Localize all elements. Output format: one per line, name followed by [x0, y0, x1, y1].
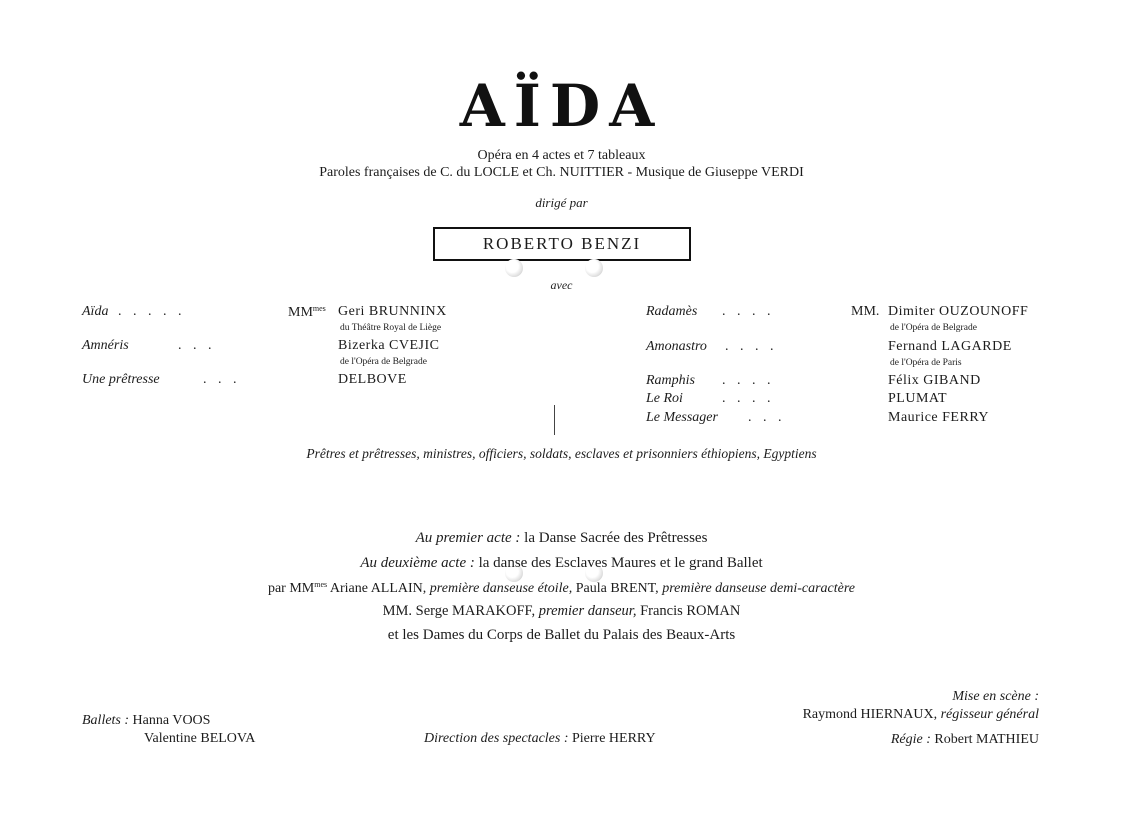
- ballet-soloists-men: MM. Serge MARAKOFF, premier danseur, Francis ROMAN: [382, 603, 741, 619]
- mise-en-scene-label: Mise en scène :: [952, 689, 1039, 704]
- house-aida: du Théâtre Royal de Liège: [340, 323, 442, 333]
- singer-amonastro: Fernand LAGARDE: [888, 339, 1012, 354]
- house-radames: de l'Opéra de Belgrade: [890, 323, 977, 333]
- leader-dots: . . .: [178, 338, 216, 353]
- ballets-credit: Ballets : Hanna VOOS: [82, 713, 211, 728]
- leader-dots: . . .: [748, 410, 786, 425]
- role-messager: Le Messager: [646, 410, 718, 425]
- role-radames: Radamès: [646, 304, 698, 319]
- house-amonastro: de l'Opéra de Paris: [890, 358, 962, 368]
- leader-dots: . . . .: [722, 391, 775, 406]
- chorus-line: Prêtres et prêtresses, ministres, officiers, soldats, esclaves et prisonniers éthiopiens, Egyptiens: [306, 446, 817, 461]
- dancer-name: MM. Serge MARAKOFF,: [382, 603, 536, 619]
- role-aida: Aïda: [82, 304, 109, 319]
- role-amonastro: Amonastro: [646, 339, 707, 354]
- house-amneris: de l'Opéra de Belgrade: [340, 357, 427, 367]
- ballet-act1: [0, 530, 1123, 547]
- leader-dots: . . . .: [725, 339, 778, 354]
- act1-label: Au premier acte :: [415, 530, 521, 546]
- singer-amneris: Bizerka CVEJIC: [338, 338, 440, 353]
- role-ramphis: Ramphis: [646, 373, 695, 388]
- singer-roi: PLUMAT: [888, 391, 948, 406]
- dancer-name: Ariane ALLAIN,: [329, 581, 427, 596]
- singer-radames: Dimiter OUZOUNOFF: [888, 304, 1029, 319]
- regie-credit: Régie : Robert MATHIEU: [890, 732, 1039, 747]
- act2-label: Au deuxième acte :: [360, 555, 475, 571]
- act2-text: la danse des Esclaves Maures et le grand Ballet: [478, 555, 763, 571]
- ballet-soloists-women: par $MM^{mes}$ Ariane ALLAIN, première danseuse étoile, Paula BRENT, première danseuse demi-caractère: [267, 580, 856, 596]
- ballets-credit-2: Valentine BELOVA: [144, 731, 256, 746]
- ballet-corps: et les Dames du Corps de Ballet du Palais des Beaux-Arts: [387, 627, 736, 643]
- punch-hole: [585, 259, 603, 277]
- mise-en-scene-credit: Raymond HIERNAUX, régisseur général: [802, 707, 1039, 722]
- role-amneris: Amnéris: [82, 338, 129, 353]
- ballet-act2: [0, 555, 1123, 572]
- role-pretresse: Une prêtresse: [82, 372, 160, 387]
- singer-aida: Geri BRUNNINX: [338, 304, 447, 319]
- act1-text: la Danse Sacrée des Prêtresses: [524, 530, 708, 546]
- with-label: avec: [550, 278, 573, 292]
- leader-dots: . . . .: [722, 304, 775, 319]
- direction-credit: Direction des spectacles : Pierre HERRY: [424, 731, 656, 746]
- opera-subtitle: Opéra en 4 actes et 7 tableaux: [477, 148, 646, 163]
- mmes-label: $MM^{mes}$: [288, 304, 326, 320]
- dancer-name: Paula BRENT,: [575, 581, 659, 596]
- dancer-name: Francis ROMAN: [640, 603, 741, 619]
- opera-title: AÏDA: [459, 72, 664, 140]
- directed-by-label: dirigé par: [535, 195, 588, 210]
- fold-crease: [554, 405, 555, 435]
- opera-credits: Paroles françaises de C. du LOCLE et Ch. NUITTIER - Musique de Giuseppe VERDI: [319, 165, 804, 180]
- leader-dots: . . . . .: [118, 304, 186, 319]
- punch-hole: [505, 259, 523, 277]
- mm-label: MM.: [851, 304, 880, 319]
- singer-pretresse: DELBOVE: [338, 372, 407, 387]
- role-roi: Le Roi: [646, 391, 683, 406]
- leader-dots: . . .: [203, 372, 241, 387]
- singer-ramphis: Félix GIBAND: [888, 373, 981, 388]
- conductor-name: ROBERTO BENZI: [433, 227, 691, 261]
- leader-dots: . . . .: [722, 373, 775, 388]
- singer-messager: Maurice FERRY: [888, 410, 989, 425]
